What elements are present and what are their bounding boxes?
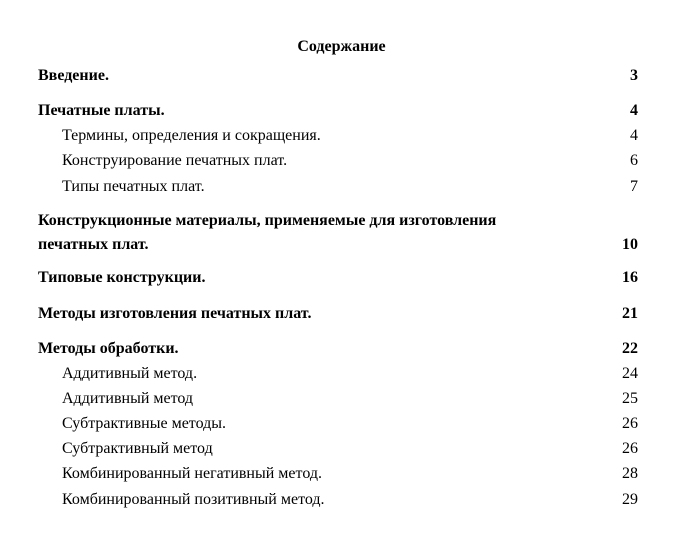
toc-entry-page: 4 (630, 127, 638, 144)
toc-entry-label: Методы изготовления печатных плат. (38, 305, 312, 322)
toc-entry-page: 6 (630, 152, 638, 169)
toc-entry-page: 7 (630, 178, 638, 195)
page-title: Содержание (297, 38, 386, 55)
toc-entry-processing-methods[interactable] (38, 339, 638, 359)
toc-entry-label: Конструирование печатных плат. (62, 152, 288, 169)
toc-entry-label-line2: печатных плат. (38, 236, 149, 253)
toc-entry-page: 21 (622, 305, 638, 322)
toc-subentry-types[interactable] (62, 177, 638, 197)
toc-entry-page: 16 (622, 269, 638, 286)
toc-entry-page: 3 (630, 67, 638, 84)
toc-entry-label: Аддитивный метод. (62, 365, 198, 382)
toc-subentry-subtractive-method[interactable] (62, 439, 638, 459)
toc-subentry-additive-1[interactable] (62, 364, 638, 384)
toc-entry-page: 26 (622, 415, 638, 432)
toc-subentry-additive-2[interactable] (62, 389, 638, 409)
toc-entry-label-line1: Конструкционные материалы, применяемые для изготовления (38, 212, 497, 229)
toc-entry-label: Субтрактивные методы. (62, 415, 227, 432)
toc-entry-page: 4 (630, 102, 638, 119)
toc-entry-page: 24 (622, 365, 638, 382)
toc-entry-materials[interactable] (38, 209, 638, 257)
toc-entry-label: Типовые конструкции. (38, 269, 206, 286)
toc-entry-label: Термины, определения и сокращения. (62, 127, 321, 144)
toc-subentry-design[interactable] (62, 151, 638, 171)
toc-entry-introduction[interactable] (38, 66, 638, 86)
toc-subentry-terms[interactable] (62, 126, 638, 146)
toc-entry-label: Методы обработки. (38, 340, 179, 357)
toc-entry-page: 22 (622, 340, 638, 357)
toc-subentry-subtractive-methods[interactable] (62, 414, 638, 434)
toc-entry-printed-boards[interactable] (38, 101, 638, 121)
toc-entry-typical-designs[interactable] (38, 268, 638, 288)
toc-entry-label: Типы печатных плат. (62, 178, 205, 195)
toc-entry-page: 10 (622, 236, 638, 253)
toc-entry-label: Аддитивный метод (62, 390, 194, 407)
toc-entry-page: 29 (622, 491, 638, 508)
toc-entry-label: Введение. (38, 67, 109, 84)
toc-entry-manufacturing-methods[interactable] (38, 304, 638, 324)
toc-subentry-combined-negative[interactable] (62, 464, 638, 484)
toc-entry-label: Печатные платы. (38, 102, 165, 119)
toc-entry-page: 26 (622, 440, 638, 457)
toc-entry-page: 28 (622, 465, 638, 482)
toc-entry-page: 25 (622, 390, 638, 407)
toc-subentry-combined-positive[interactable] (62, 490, 638, 510)
toc-entry-label: Комбинированный позитивный метод. (62, 491, 325, 508)
toc-entry-label: Комбинированный негативный метод. (62, 465, 322, 482)
toc-entry-label: Субтрактивный метод (62, 440, 213, 457)
